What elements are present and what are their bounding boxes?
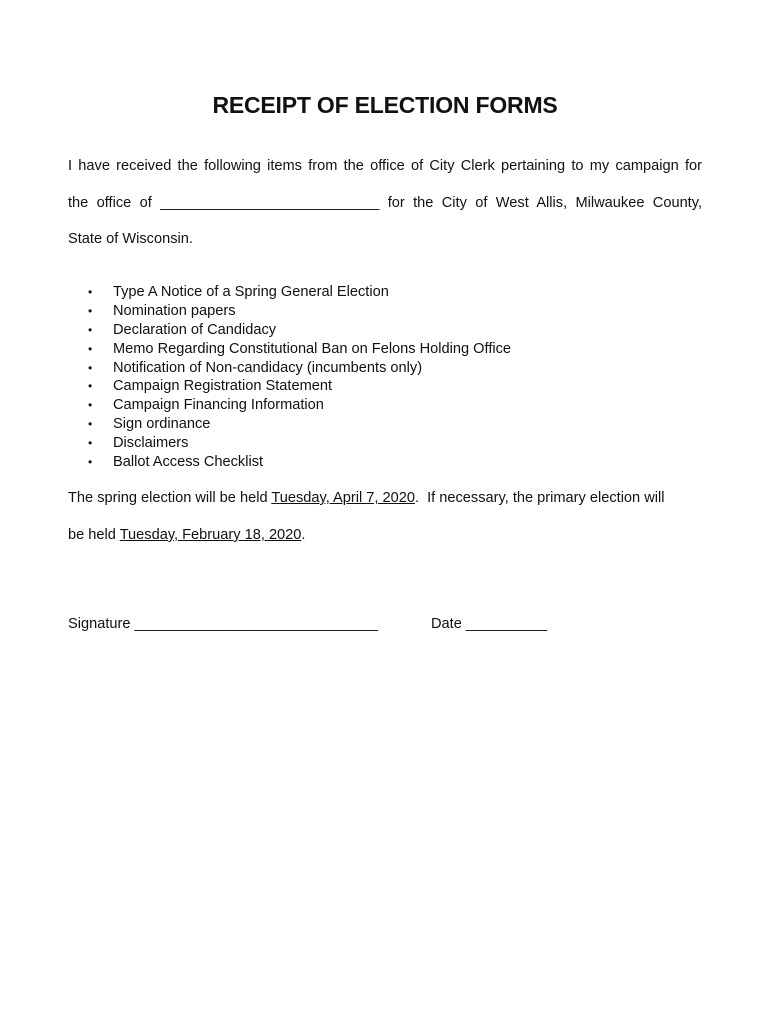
page-title: RECEIPT OF ELECTION FORMS bbox=[212, 92, 558, 118]
list-item: • Declaration of Candidacy bbox=[88, 321, 277, 338]
list-item: • Notification of Non-candidacy (incumbents only) bbox=[88, 359, 423, 376]
signature-blank: ______________________________ bbox=[134, 616, 379, 632]
list-item: • Sign ordinance bbox=[88, 416, 211, 433]
primary-election-date: Tuesday, February 18, 2020 bbox=[119, 527, 302, 543]
office-suffix: for the City of West Allis, Milwaukee County, bbox=[387, 195, 703, 211]
office-blank: ___________________________ bbox=[160, 195, 380, 211]
election-prefix: The spring election will be held bbox=[68, 490, 268, 506]
intro-line-2 bbox=[68, 195, 702, 211]
list-item: • Disclaimers bbox=[88, 435, 189, 452]
signature-line bbox=[68, 616, 378, 632]
list-item: • Campaign Registration Statement bbox=[88, 378, 333, 395]
bullet-icon: • bbox=[88, 379, 93, 394]
list-item: • Ballot Access Checklist bbox=[88, 454, 264, 471]
election-line-2 bbox=[68, 527, 305, 543]
bullet-icon: • bbox=[88, 398, 93, 413]
spring-election-date: Tuesday, April 7, 2020 bbox=[271, 490, 415, 506]
intro-line-1: I have received the following items from the office of City Clerk pertaining to my campaign for bbox=[68, 158, 702, 174]
bullet-icon: • bbox=[88, 285, 93, 299]
bullet-icon: • bbox=[88, 436, 93, 451]
bullet-icon: • bbox=[88, 341, 93, 356]
list-item: • Type A Notice of a Spring General Election bbox=[88, 284, 389, 300]
list-item: • Memo Regarding Constitutional Ban on Felons Holding Office bbox=[88, 340, 512, 357]
bullet-icon: • bbox=[88, 455, 93, 470]
signature-label: Signature bbox=[68, 616, 131, 632]
election-line-1 bbox=[68, 490, 665, 506]
bullet-icon: • bbox=[88, 303, 93, 318]
election-mid: . If necessary, the primary election will bbox=[414, 490, 665, 506]
bullet-icon: • bbox=[88, 417, 93, 432]
bullet-icon: • bbox=[88, 322, 93, 337]
primary-prefix: be held bbox=[68, 527, 116, 543]
date-blank: __________ bbox=[465, 616, 548, 632]
items-list bbox=[68, 283, 511, 472]
list-item: • Nomination papers bbox=[88, 302, 236, 319]
list-item: • Campaign Financing Information bbox=[88, 397, 324, 414]
bullet-icon: • bbox=[88, 360, 93, 375]
primary-suffix: . bbox=[301, 527, 306, 543]
date-line bbox=[431, 616, 547, 632]
intro-line-3: State of Wisconsin. bbox=[68, 231, 193, 247]
office-prefix: the office of bbox=[68, 195, 152, 211]
date-label: Date bbox=[431, 616, 462, 632]
